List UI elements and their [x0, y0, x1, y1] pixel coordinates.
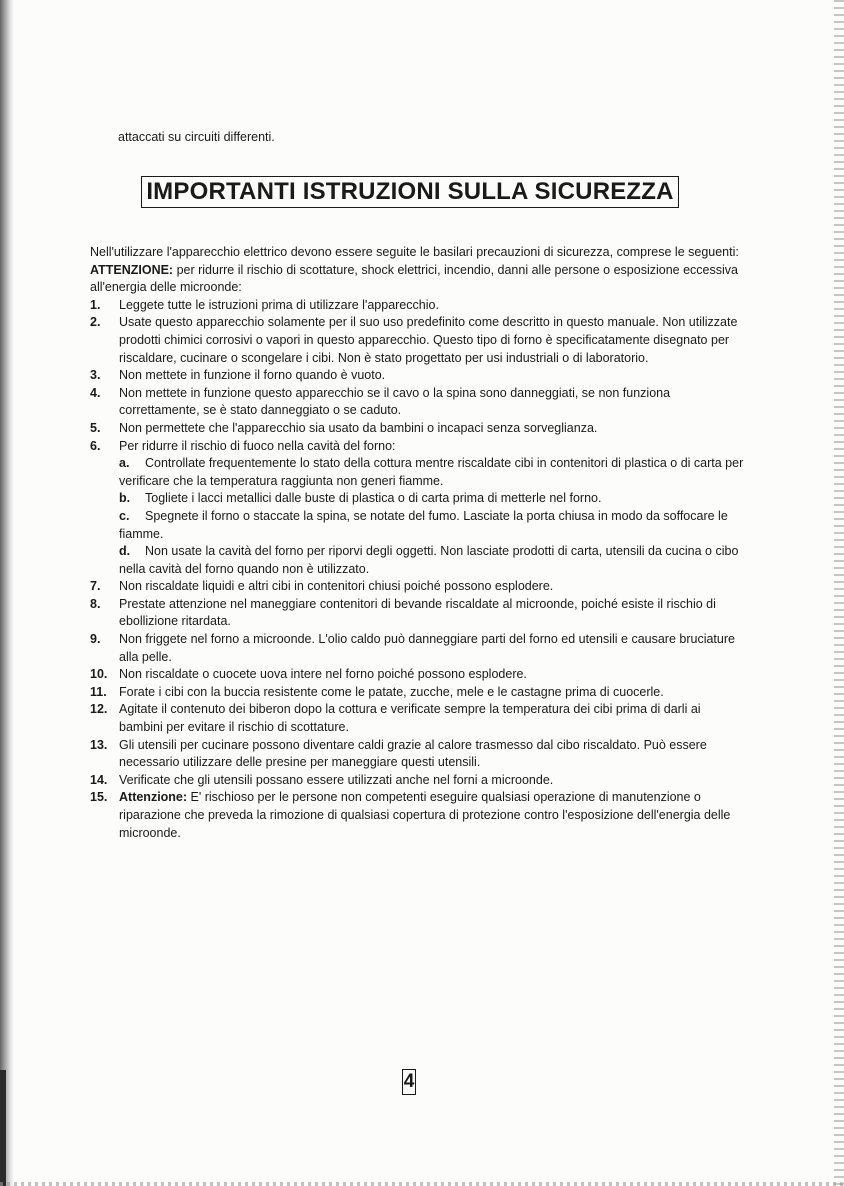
fire-risk-sublist [119, 455, 745, 578]
list-item [90, 684, 745, 702]
intro-paragraph: Nell'utilizzare l'apparecchio elettrico devono essere seguite le basilari precauzioni di sicurezza, comprese le seguenti: [90, 245, 739, 259]
item-number: 4. [90, 385, 101, 400]
item-number: 15. [90, 790, 108, 805]
list-item [90, 578, 745, 596]
item-text: Leggete tutte le istruzioni prima di utilizzare l'apparecchio. [119, 297, 439, 312]
sublist-item [119, 455, 745, 490]
item-text: Forate i cibi con la buccia resistente come le patate, zucche, mele e le castagne prima di cuocerle. [119, 684, 664, 699]
list-item [90, 438, 745, 579]
sub-text: Togliete i lacci metallici dalle buste di plastica o di carta prima di metterle nel forno. [145, 491, 602, 506]
item-number: 5. [90, 420, 101, 435]
item-text: Gli utensili per cucinare possono diventare caldi grazie al calore trasmesso dal cibo riscaldato. Può essere necessario utilizzare delle presine per maneggiare questi utensili. [119, 737, 707, 770]
item-text: Agitate il contenuto dei biberon dopo la cottura e verificate sempre la temperatura dei cibi prima di darli ai bambini per evitare il rischio di scottature. [119, 702, 701, 735]
item-number: 1. [90, 297, 101, 312]
warning-text: per ridurre il rischio di scottature, shock elettrici, incendio, danni alle persone o esposizione eccessiva all'energia delle microonde: [90, 262, 738, 295]
safety-rules-list [90, 297, 745, 842]
sub-text: Non usate la cavità del forno per riporvi degli oggetti. Non lasciate prodotti di carta, utensili da cucina o cibo nella cavità del forno quando non è utilizzato. [119, 544, 739, 576]
warning-paragraph [90, 262, 745, 297]
list-item [90, 420, 745, 438]
list-item [90, 666, 745, 684]
item-text: Non riscaldate liquidi e altri cibi in contenitori chiusi poiché possono esplodere. [119, 579, 554, 594]
sublist-item [119, 490, 745, 508]
item-number: 9. [90, 632, 101, 647]
list-item [90, 367, 745, 385]
item-number: 13. [90, 737, 108, 752]
sub-letter: c. [119, 508, 130, 523]
list-item [90, 314, 745, 367]
sub-letter: b. [119, 491, 131, 506]
item-text: Verificate che gli utensili possano essere utilizzati anche nel forni a microonde. [119, 772, 554, 787]
item-number: 11. [90, 684, 107, 699]
item-label: Attenzione: [119, 790, 188, 805]
body-text [90, 244, 745, 842]
scan-edge-bottom [0, 1182, 844, 1186]
item-text: Prestate attenzione nel maneggiare contenitori di bevande riscaldate al microonde, poiché esiste il rischio di ebollizione ritardata. [119, 596, 716, 629]
item-text: Non mettete in funzione questo apparecchio se il cavo o la spina sono danneggiati, se non funziona correttamente, se è stato danneggiato o se caduto. [119, 385, 671, 418]
item-number: 8. [90, 596, 101, 611]
sub-text: Spegnete il forno o staccate la spina, se notate del fumo. Lasciate la porta chiusa in modo da soffocare le fiamme. [119, 508, 728, 541]
item-number: 6. [90, 438, 101, 453]
item-number: 2. [90, 315, 101, 330]
item-number: 12. [90, 702, 108, 717]
item-text: Non mettete in funzione il forno quando è vuoto. [119, 368, 386, 383]
sublist-item [119, 508, 745, 543]
sub-text: Controllate frequentemente lo stato della cottura mentre riscaldate cibi in contenitori di plastica o di carta per verificare che la temperatura raggiunta non generi fiamme. [119, 456, 744, 488]
sub-letter: d. [119, 544, 131, 559]
warning-label: ATTENZIONE: [90, 262, 174, 277]
intro-fragment: attaccati su circuiti differenti. [118, 130, 275, 144]
item-text: Non friggete nel forno a microonde. L'olio caldo può danneggiare parti del forno ed utensili e causare bruciature alla pelle. [119, 632, 735, 664]
sub-letter: a. [119, 456, 130, 471]
scan-edge-right [834, 0, 844, 1186]
item-text: E' rischioso per le persone non competenti eseguire qualsiasi operazione di manutenzione o riparazione che preveda la rimozione di qualsiasi copertura di protezione contro l'esposizione dell'energia delle microonde. [119, 790, 731, 840]
page-number: 4 [402, 1069, 416, 1095]
scan-edge-left [0, 0, 14, 1186]
scan-edge-left-dark [0, 1070, 6, 1186]
item-text: Per ridurre il rischio di fuoco nella cavità del forno: [119, 438, 396, 453]
title-box [141, 176, 679, 208]
item-number: 10. [90, 667, 108, 682]
list-item [90, 772, 745, 790]
item-number: 14. [90, 772, 108, 787]
list-item [90, 596, 745, 631]
item-number: 7. [90, 579, 101, 594]
item-number: 3. [90, 368, 101, 383]
list-item [90, 297, 745, 315]
list-item [90, 789, 745, 842]
page-title: IMPORTANTI ISTRUZIONI SULLA SICUREZZA [146, 178, 674, 205]
list-item [90, 701, 745, 736]
item-text: Non permettete che l'apparecchio sia usato da bambini o incapaci senza sorveglianza. [119, 420, 598, 435]
sublist-item [119, 543, 745, 578]
item-text: Non riscaldate o cuocete uova intere nel forno poiché possono esplodere. [119, 667, 527, 682]
list-item [90, 631, 745, 666]
list-item [90, 385, 745, 420]
list-item [90, 737, 745, 772]
item-text: Usate questo apparecchio solamente per il suo uso predefinito come descritto in questo manuale. Non utilizzate prodotti chimici corrosivi o vapori in questo apparecchio. Questo tipo di forno è specificatamente disegnato per riscaldare, cucinare o scongelare i cibi. Non è stato progettato per usi industriali o di laboratorio. [119, 315, 738, 365]
